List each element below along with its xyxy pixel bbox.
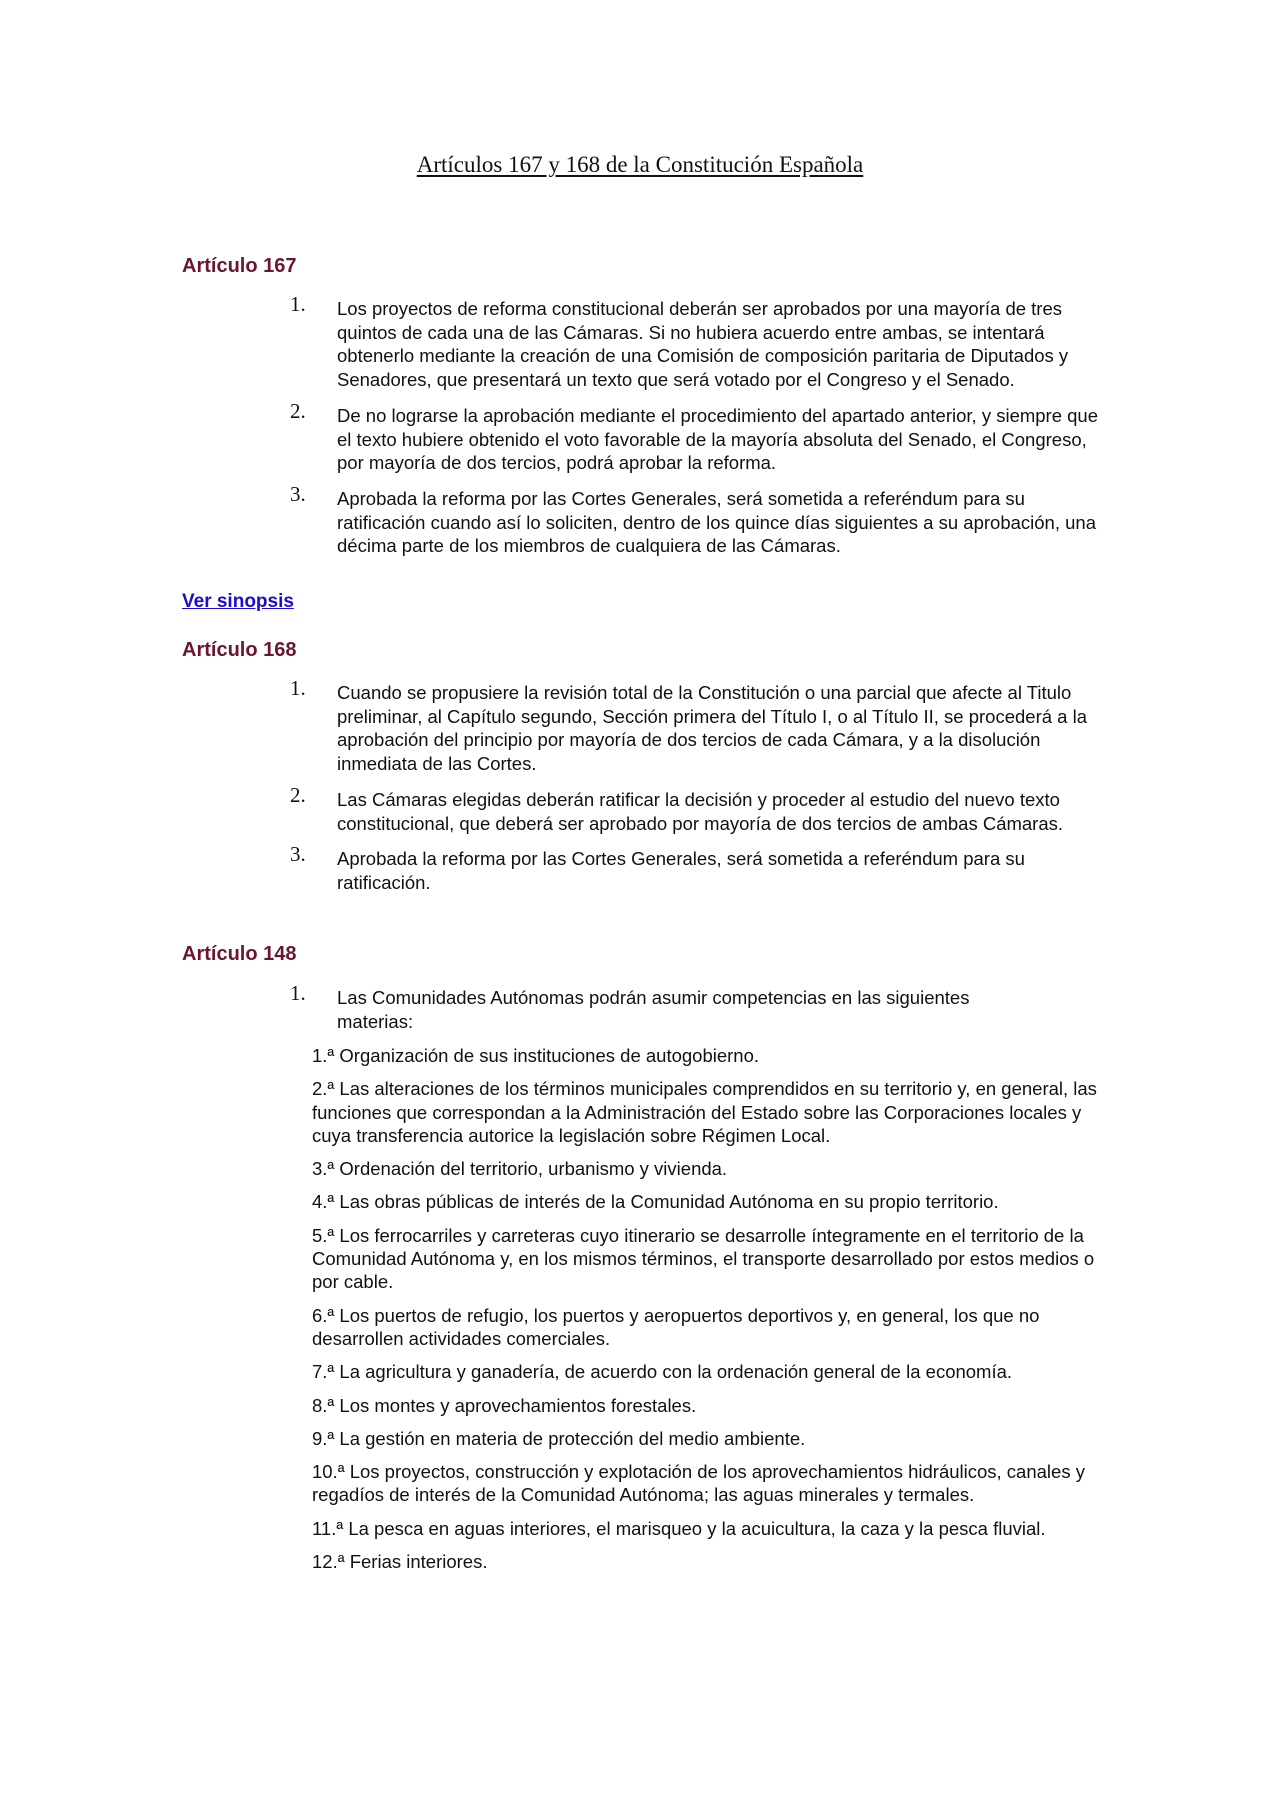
list-item-number: 2. xyxy=(290,782,306,807)
list-item-text: Las Comunidades Autónomas podrán asumir competencias en las siguientes materias: xyxy=(337,987,970,1032)
list-item xyxy=(290,981,1105,1033)
competence-item: 1.ª Organización de sus instituciones de autogobierno. xyxy=(312,1045,760,1066)
competence-item: 5.ª Los ferrocarriles y carreteras cuyo itinerario se desarrolle íntegramente en el territorio de la Comunidad Autónoma y, en los mismos términos, el transporte desarrollado por estos medios o por cable. xyxy=(312,1224,1095,1293)
article-167-heading: Artículo 167 xyxy=(182,255,297,277)
competence-item: 3.ª Ordenación del territorio, urbanismo y vivienda. xyxy=(312,1158,728,1180)
list-item-text: Aprobada la reforma por las Cortes Generales, será sometida a referéndum para su ratificación. xyxy=(337,848,1025,893)
competence-item: 7.ª La agricultura y ganadería, de acuerdo con la ordenación general de la economía. xyxy=(312,1361,1013,1383)
list-item-number: 3. xyxy=(290,842,306,867)
list-item-number: 3. xyxy=(290,481,306,506)
article-148-heading: Artículo 148 xyxy=(182,943,297,965)
competence-item: 4.ª Las obras públicas de interés de la Comunidad Autónoma en su propio territorio. xyxy=(312,1191,999,1213)
list-item-text: Aprobada la reforma por las Cortes Generales, será sometida a referéndum para su ratificación cuando así lo soliciten, dentro de los quince días siguientes a su aprobación, una décima parte de los miembros de cualquiera de las Cámaras. xyxy=(337,487,1096,557)
article-148-list xyxy=(290,981,1105,1045)
list-item-text: Los proyectos de reforma constitucional deberán ser aprobados por una mayoría de tres quintos de cada una de las Cámaras. Si no hubiera acuerdo entre ambas, se intentará obtenerlo mediante la creación de una Comisión de composición paritaria de Diputados y Senadores, que presentará un texto que será votado por el Congreso y el Senado. xyxy=(337,298,1069,391)
competence-item: 12.ª Ferias interiores. xyxy=(312,1551,488,1573)
list-item-text: De no lograrse la aprobación mediante el procedimiento del apartado anterior, y siempre que el texto hubiere obtenido el voto favorable de la mayoría absoluta del Senado, el Congreso, por mayoría de dos tercios, podrá aprobar la reforma. xyxy=(337,404,1099,474)
list-item-number: 2. xyxy=(290,398,306,423)
article-148-competences-list xyxy=(312,1044,1102,1583)
article-167-list xyxy=(290,292,1105,570)
list-item xyxy=(290,481,1105,558)
competence-item: 10.ª Los proyectos, construcción y explotación de los aprovechamientos hidráulicos, canales y regadíos de interés de la Comunidad Autónoma; las aguas minerales y termales. xyxy=(312,1461,1085,1506)
article-168-list xyxy=(290,676,1105,907)
list-item-text: Las Cámaras elegidas deberán ratificar la decisión y proceder al estudio del nuevo texto constitucional, que deberá ser aprobado por mayoría de dos tercios de ambas Cámaras. xyxy=(337,788,1064,834)
list-item xyxy=(290,782,1105,835)
document-title-text: Artículos 167 y 168 de la Constitución Española xyxy=(416,152,864,177)
list-item-text: Cuando se propusiere la revisión total de la Constitución o una parcial que afecte al Titulo preliminar, al Capítulo segundo, Sección primera del Título I, o al Título II, se procederá a la aprobación del principio por mayoría de dos tercios de cada Cámara, y a la disolución inmediata de las Cortes. xyxy=(337,682,1087,775)
list-item xyxy=(290,398,1105,475)
document-title xyxy=(0,150,1280,180)
list-item xyxy=(290,676,1105,776)
competence-item: 2.ª Las alteraciones de los términos municipales comprendidos en su territorio y, en general, las funciones que correspondan a la Administración del Estado sobre las Corporaciones locales y cuya transferencia autorice la legislación sobre Régimen Local. xyxy=(312,1078,1097,1146)
list-item-number: 1. xyxy=(290,292,306,316)
competence-item: 8.ª Los montes y aprovechamientos forestales. xyxy=(312,1394,697,1416)
list-item-number: 1. xyxy=(290,981,306,1005)
ver-sinopsis-link[interactable]: Ver sinopsis xyxy=(182,591,294,612)
list-item xyxy=(290,842,1105,894)
article-168-heading: Artículo 168 xyxy=(182,639,297,661)
competence-item: 11.ª La pesca en aguas interiores, el marisqueo y la acuicultura, la caza y la pesca fluvial. xyxy=(312,1517,1046,1539)
competence-item: 9.ª La gestión en materia de protección del medio ambiente. xyxy=(312,1427,806,1449)
list-item-number: 1. xyxy=(290,676,306,700)
competence-item: 6.ª Los puertos de refugio, los puertos y aeropuertos deportivos y, en general, los que no desarrollen actividades comerciales. xyxy=(312,1304,1040,1349)
list-item xyxy=(290,292,1105,392)
